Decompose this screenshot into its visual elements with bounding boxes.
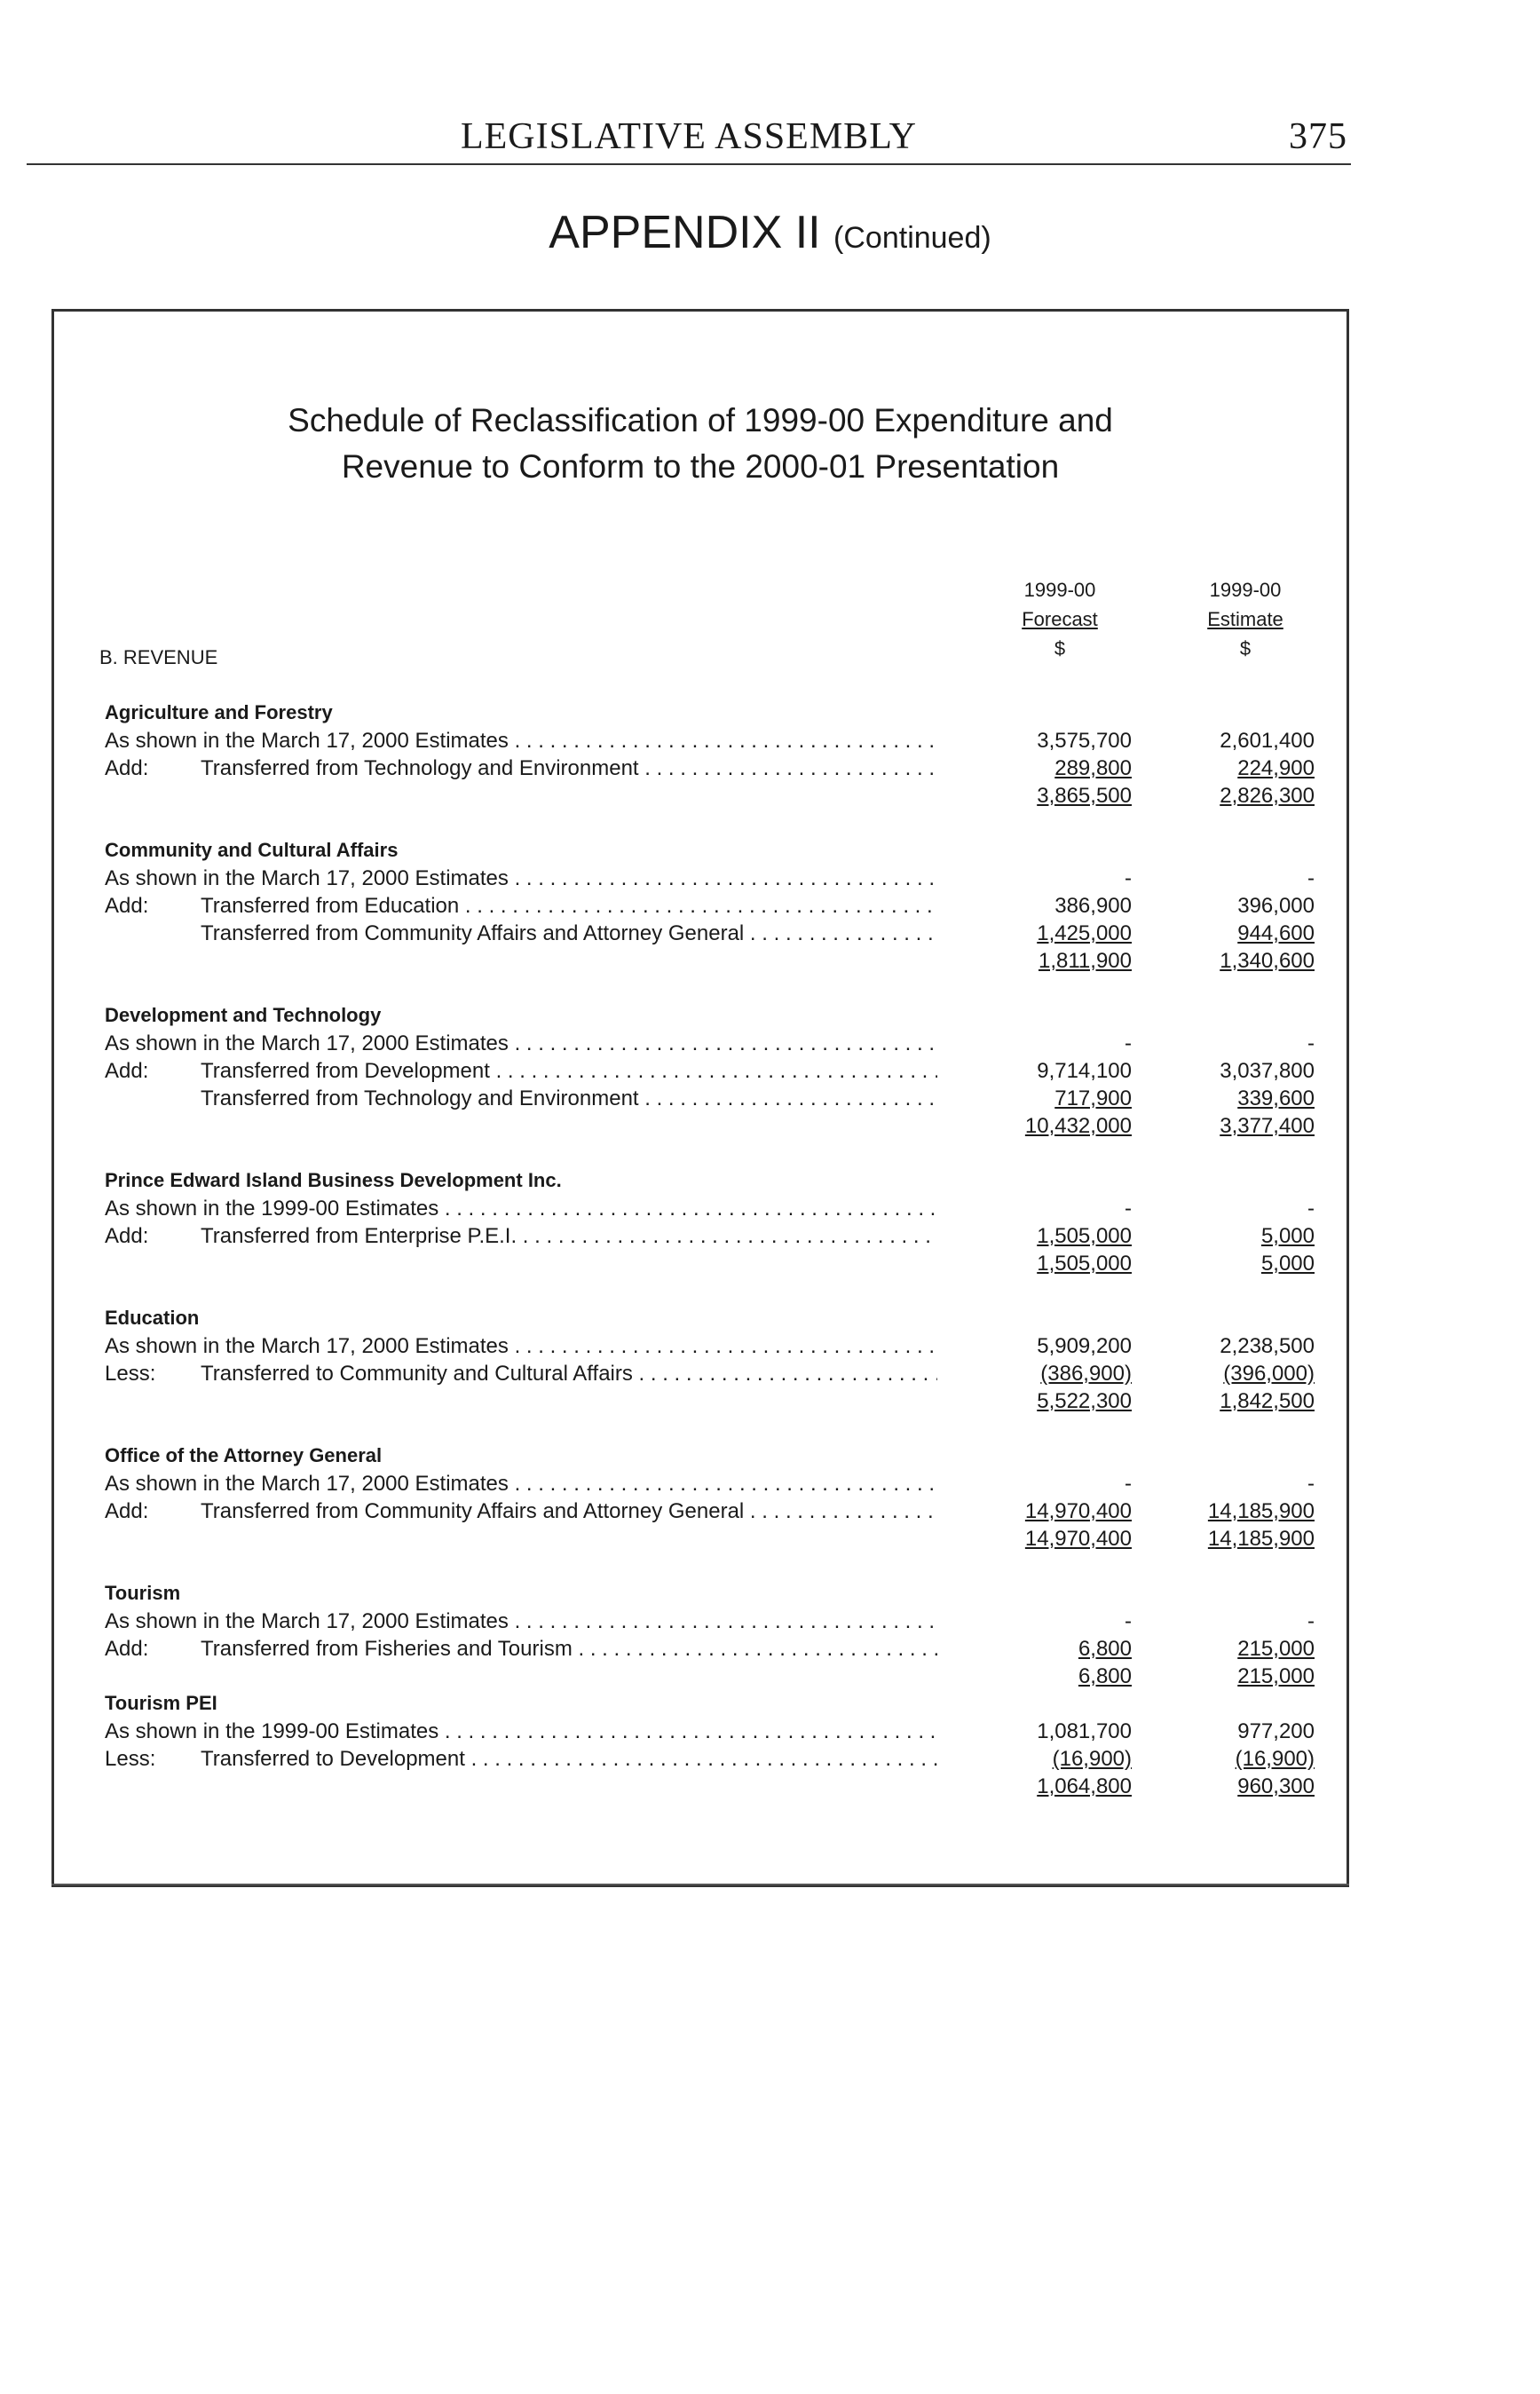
group-heading: Tourism bbox=[105, 1582, 181, 1604]
table-row bbox=[0, 921, 1540, 949]
table-row bbox=[0, 1637, 1540, 1664]
section-label: B. REVENUE bbox=[99, 646, 218, 668]
schedule-title-line-2: Revenue to Conform to the 2000-01 Presentation bbox=[341, 448, 1060, 485]
forecast-year: 1999-00 bbox=[1023, 579, 1096, 601]
row-prefix: Add: bbox=[105, 1059, 149, 1083]
table-row bbox=[0, 1334, 1540, 1362]
forecast-value: - bbox=[1125, 1031, 1132, 1055]
table-row bbox=[0, 1224, 1540, 1252]
row-description: As shown in the 1999-00 Estimates . . . bbox=[105, 1197, 937, 1221]
table-row bbox=[0, 756, 1540, 784]
page-number: 375 bbox=[1289, 116, 1347, 157]
estimate-value: 396,000 bbox=[1237, 894, 1315, 918]
forecast-total: 1,505,000 bbox=[1037, 1252, 1132, 1276]
estimate-label: Estimate bbox=[1207, 608, 1283, 630]
row-description: Transferred to Development . . . bbox=[201, 1747, 937, 1772]
table-row bbox=[0, 1362, 1540, 1389]
estimate-year: 1999-00 bbox=[1209, 579, 1282, 601]
estimate-value: 14,185,900 bbox=[1207, 1499, 1315, 1523]
estimate-total: 960,300 bbox=[1237, 1774, 1315, 1798]
estimate-value: - bbox=[1307, 1197, 1315, 1221]
row-description: Transferred from Development . . . bbox=[201, 1059, 937, 1084]
running-header bbox=[27, 114, 1351, 165]
forecast-value: - bbox=[1125, 866, 1132, 890]
table-row bbox=[0, 1031, 1540, 1059]
total-row bbox=[0, 1527, 1540, 1554]
appendix-title: APPENDIX II bbox=[549, 207, 821, 258]
row-description: As shown in the March 17, 2000 Estimates . . . bbox=[105, 866, 937, 891]
group-heading-row bbox=[0, 1582, 1540, 1609]
total-row bbox=[0, 1114, 1540, 1142]
estimate-value: - bbox=[1307, 866, 1315, 890]
row-prefix: Add: bbox=[105, 1637, 149, 1661]
forecast-value: 386,900 bbox=[1054, 894, 1132, 918]
group-heading-row bbox=[0, 1307, 1540, 1334]
table-row bbox=[0, 1086, 1540, 1114]
row-prefix: Add: bbox=[105, 1499, 149, 1523]
table-row bbox=[0, 894, 1540, 921]
row-prefix: Add: bbox=[105, 1224, 149, 1248]
estimate-value: - bbox=[1307, 1472, 1315, 1496]
forecast-label: Forecast bbox=[1022, 608, 1098, 630]
forecast-value: 14,970,400 bbox=[1024, 1499, 1132, 1523]
row-description: Transferred from Technology and Environment . . . bbox=[201, 756, 937, 781]
estimate-total: 2,826,300 bbox=[1220, 784, 1315, 808]
group-heading: Community and Cultural Affairs bbox=[105, 839, 399, 861]
estimate-value: 944,600 bbox=[1237, 921, 1315, 945]
estimate-total: 5,000 bbox=[1260, 1252, 1315, 1276]
row-prefix: Add: bbox=[105, 756, 149, 780]
group-heading-row bbox=[0, 701, 1540, 729]
estimate-value: 339,600 bbox=[1237, 1086, 1315, 1110]
forecast-value: 1,505,000 bbox=[1037, 1224, 1132, 1248]
table-row bbox=[0, 1747, 1540, 1774]
running-title: LEGISLATIVE ASSEMBLY bbox=[461, 116, 917, 157]
estimate-value: 224,900 bbox=[1237, 756, 1315, 780]
forecast-total: 6,800 bbox=[1078, 1664, 1132, 1688]
table-row bbox=[0, 1197, 1540, 1224]
group-heading-row bbox=[0, 1169, 1540, 1197]
forecast-value: 717,900 bbox=[1054, 1086, 1132, 1110]
row-description: As shown in the March 17, 2000 Estimates . . . bbox=[105, 1609, 937, 1634]
forecast-value: 6,800 bbox=[1078, 1637, 1132, 1661]
forecast-value: 289,800 bbox=[1054, 756, 1132, 780]
forecast-value: 9,714,100 bbox=[1037, 1059, 1132, 1083]
forecast-total: 10,432,000 bbox=[1024, 1114, 1132, 1138]
total-row bbox=[0, 949, 1540, 976]
row-description: Transferred from Education . . . bbox=[201, 894, 937, 919]
row-prefix: Add: bbox=[105, 894, 149, 918]
table-row bbox=[0, 1719, 1540, 1747]
row-description: Transferred from Technology and Environment . . . bbox=[201, 1086, 937, 1111]
schedule-title-line-1: Schedule of Reclassification of 1999-00 Expenditure and bbox=[288, 402, 1113, 439]
estimate-value: 215,000 bbox=[1237, 1637, 1315, 1661]
forecast-total: 1,064,800 bbox=[1037, 1774, 1132, 1798]
table-row bbox=[0, 729, 1540, 756]
forecast-unit: $ bbox=[1054, 637, 1066, 660]
group-heading-row bbox=[0, 839, 1540, 866]
group-heading: Tourism PEI bbox=[105, 1692, 217, 1714]
group-heading: Development and Technology bbox=[105, 1004, 382, 1026]
group-heading: Agriculture and Forestry bbox=[105, 701, 333, 723]
estimate-value: - bbox=[1307, 1609, 1315, 1633]
forecast-value: 1,081,700 bbox=[1037, 1719, 1132, 1743]
total-row bbox=[0, 784, 1540, 811]
estimate-total: 3,377,400 bbox=[1220, 1114, 1315, 1138]
row-description: Transferred from Enterprise P.E.I. . . . bbox=[201, 1224, 937, 1249]
table-row bbox=[0, 866, 1540, 894]
group-heading-row bbox=[0, 1692, 1540, 1719]
row-prefix: Less: bbox=[105, 1362, 156, 1386]
forecast-total: 14,970,400 bbox=[1024, 1527, 1132, 1551]
total-row bbox=[0, 1252, 1540, 1279]
forecast-value: - bbox=[1125, 1472, 1132, 1496]
table-row bbox=[0, 1499, 1540, 1527]
row-description: Transferred from Fisheries and Tourism . . . bbox=[201, 1637, 937, 1662]
forecast-value: - bbox=[1125, 1609, 1132, 1633]
row-description: Transferred from Community Affairs and Attorney General . . . bbox=[201, 921, 937, 946]
row-description: As shown in the March 17, 2000 Estimates . . . bbox=[105, 729, 937, 754]
appendix-continued: (Continued) bbox=[833, 221, 991, 255]
estimate-total: 1,340,600 bbox=[1220, 949, 1315, 973]
group-heading: Education bbox=[105, 1307, 200, 1329]
estimate-value: (16,900) bbox=[1235, 1747, 1315, 1771]
appendix-heading bbox=[0, 206, 1540, 259]
group-heading: Office of the Attorney General bbox=[105, 1444, 383, 1466]
forecast-value: - bbox=[1125, 1197, 1132, 1221]
group-heading: Prince Edward Island Business Development Inc. bbox=[105, 1169, 562, 1191]
row-description: Transferred from Community Affairs and Attorney General . . . bbox=[201, 1499, 937, 1524]
total-row bbox=[0, 1774, 1540, 1802]
group-heading-row bbox=[0, 1004, 1540, 1031]
column-header-estimate bbox=[1165, 575, 1325, 663]
forecast-value: (16,900) bbox=[1052, 1747, 1132, 1771]
estimate-value: 2,238,500 bbox=[1220, 1334, 1315, 1358]
estimate-value: 5,000 bbox=[1260, 1224, 1315, 1248]
table-row bbox=[0, 1472, 1540, 1499]
row-description: Transferred to Community and Cultural Affairs . . . bbox=[201, 1362, 937, 1387]
table-row bbox=[0, 1609, 1540, 1637]
forecast-total: 3,865,500 bbox=[1037, 784, 1132, 808]
row-description: As shown in the 1999-00 Estimates . . . bbox=[105, 1719, 937, 1744]
total-row bbox=[0, 1664, 1540, 1692]
forecast-total: 5,522,300 bbox=[1037, 1389, 1132, 1413]
forecast-value: 5,909,200 bbox=[1037, 1334, 1132, 1358]
forecast-total: 1,811,900 bbox=[1039, 949, 1132, 973]
forecast-value: 3,575,700 bbox=[1037, 729, 1132, 753]
forecast-value: 1,425,000 bbox=[1037, 921, 1132, 945]
estimate-value: 3,037,800 bbox=[1220, 1059, 1315, 1083]
row-description: As shown in the March 17, 2000 Estimates . . . bbox=[105, 1031, 937, 1056]
column-header-forecast bbox=[980, 575, 1140, 663]
estimate-total: 1,842,500 bbox=[1220, 1389, 1315, 1413]
row-prefix: Less: bbox=[105, 1747, 156, 1771]
estimate-value: 977,200 bbox=[1237, 1719, 1315, 1743]
schedule-title bbox=[51, 398, 1349, 490]
table-row bbox=[0, 1059, 1540, 1086]
estimate-total: 215,000 bbox=[1237, 1664, 1315, 1688]
row-description: As shown in the March 17, 2000 Estimates . . . bbox=[105, 1334, 937, 1359]
estimate-unit: $ bbox=[1239, 637, 1252, 660]
estimate-value: - bbox=[1307, 1031, 1315, 1055]
row-description: As shown in the March 17, 2000 Estimates . . . bbox=[105, 1472, 937, 1497]
estimate-value: (396,000) bbox=[1223, 1362, 1315, 1386]
forecast-value: (386,900) bbox=[1040, 1362, 1132, 1386]
total-row bbox=[0, 1389, 1540, 1417]
group-heading-row bbox=[0, 1444, 1540, 1472]
estimate-total: 14,185,900 bbox=[1207, 1527, 1315, 1551]
estimate-value: 2,601,400 bbox=[1220, 729, 1315, 753]
frame-bottom-rule bbox=[51, 1884, 1349, 1885]
